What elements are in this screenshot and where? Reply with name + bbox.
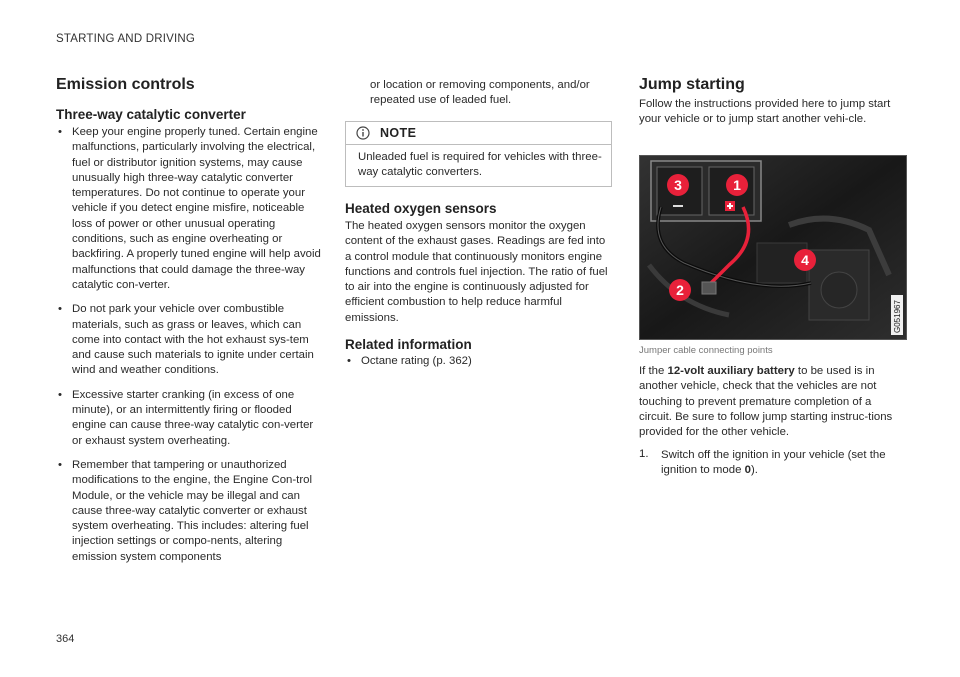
marker-3 — [667, 174, 689, 196]
svg-text:3: 3 — [674, 177, 682, 193]
subheading-related-information: Related information — [345, 337, 472, 352]
note-header — [346, 122, 611, 145]
bullet-dot: • — [58, 303, 62, 316]
page-number: 364 — [56, 633, 75, 645]
figure-caption: Jumper cable connecting points — [639, 345, 773, 356]
step-text: Switch off the ignition in your vehicle (set the ignition to mode 0). — [661, 449, 886, 477]
catalytic-converter-bullets — [56, 125, 322, 574]
marker-1 — [726, 174, 748, 196]
svg-text:2: 2 — [676, 282, 684, 298]
engine-bay-illustration — [639, 155, 907, 340]
step-1 — [639, 448, 905, 479]
bullet-dot: • — [347, 355, 351, 367]
section-title-jump-starting: Jump starting — [639, 76, 745, 93]
figure-code — [891, 295, 903, 335]
bullet-dot: • — [58, 126, 62, 138]
note-text: Unleaded fuel is required for vehicles with three-way catalytic converters. — [358, 151, 602, 179]
bullet-dot: • — [58, 388, 62, 401]
subheading-catalytic-converter: Three-way catalytic converter — [56, 107, 246, 122]
svg-text:G051967: G051967 — [893, 300, 902, 333]
bold-term: 12-volt auxiliary battery — [667, 365, 795, 377]
svg-text:4: 4 — [801, 252, 809, 268]
minus-terminal-icon — [673, 205, 683, 207]
list-item: • Remember that tampering or unauthorized modifications to the engine, the Engine Con-trol Module, or the vehicle may be illegal and can cause three-way catalytic converter or exhaust system overheating. This includes: altering fuel injection settings or compo-nents, altering emission system components — [58, 458, 312, 563]
info-circle-icon — [356, 126, 370, 140]
bullet-dot: • — [58, 458, 62, 471]
related-link-octane[interactable]: • Octane rating (p. 362) — [345, 354, 612, 369]
jump-start-intro: Follow the instructions provided here to jump start your vehicle or to jump start another vehi-cle. — [639, 98, 891, 126]
list-item: • Keep your engine properly tuned. Certain engine malfunctions, particularly involving the electrical, fuel or distributor ignition systems, may cause unusually high three-way catalytic converter temperatures. Do not continue to operate your vehicle if you detect engine misfire, noticeable loss of power or other unusual operating conditions, such as engine overheating or backfiring. A properly tuned engine will help avoid malfunctions that could damage the three-way catalytic con-verter. — [58, 126, 321, 291]
continuation-text: or location or removing components, and/or repeated use of leaded fuel. — [370, 79, 590, 107]
jumper-cable-figure — [639, 155, 907, 340]
marker-4 — [794, 249, 816, 271]
related-links — [345, 354, 612, 378]
list-item: • Excessive starter cranking (in excess of one minute), or an intermittently firing or flooded engine can cause three-way catalytic con-verter or exhaust system overheating. — [58, 388, 314, 447]
subheading-oxygen-sensors: Heated oxygen sensors — [345, 201, 497, 216]
note-title: NOTE — [380, 126, 417, 140]
note-box — [345, 121, 612, 187]
marker-2 — [669, 279, 691, 301]
section-title-emission-controls: Emission controls — [56, 76, 195, 93]
list-item: • Do not park your vehicle over combustible materials, such as grass or leaves, which can come into contact with the hot exhaust sys-tem and cause such materials to ignite under certain wind and weather conditions. — [58, 303, 314, 377]
step-number: 1. — [639, 448, 649, 460]
page-header: STARTING AND DRIVING — [56, 33, 196, 45]
oxygen-sensors-text: The heated oxygen sensors monitor the oxygen content of the exhaust gases. Readings are fed into a control module that continuously monitors engine functions and controls fuel injection. The ratio of fuel to air into the engine is continuously adjusted for efficient combustion to help reduce harmful emissions. — [345, 220, 608, 324]
svg-text:1: 1 — [733, 177, 741, 193]
auxiliary-battery-paragraph: If the 12-volt auxiliary battery to be used is in another vehicle, check that the vehicles are not touching to prevent premature completion of a circuit. Be sure to follow jump starting instruc-tions provided for the other vehicle. — [639, 365, 893, 439]
